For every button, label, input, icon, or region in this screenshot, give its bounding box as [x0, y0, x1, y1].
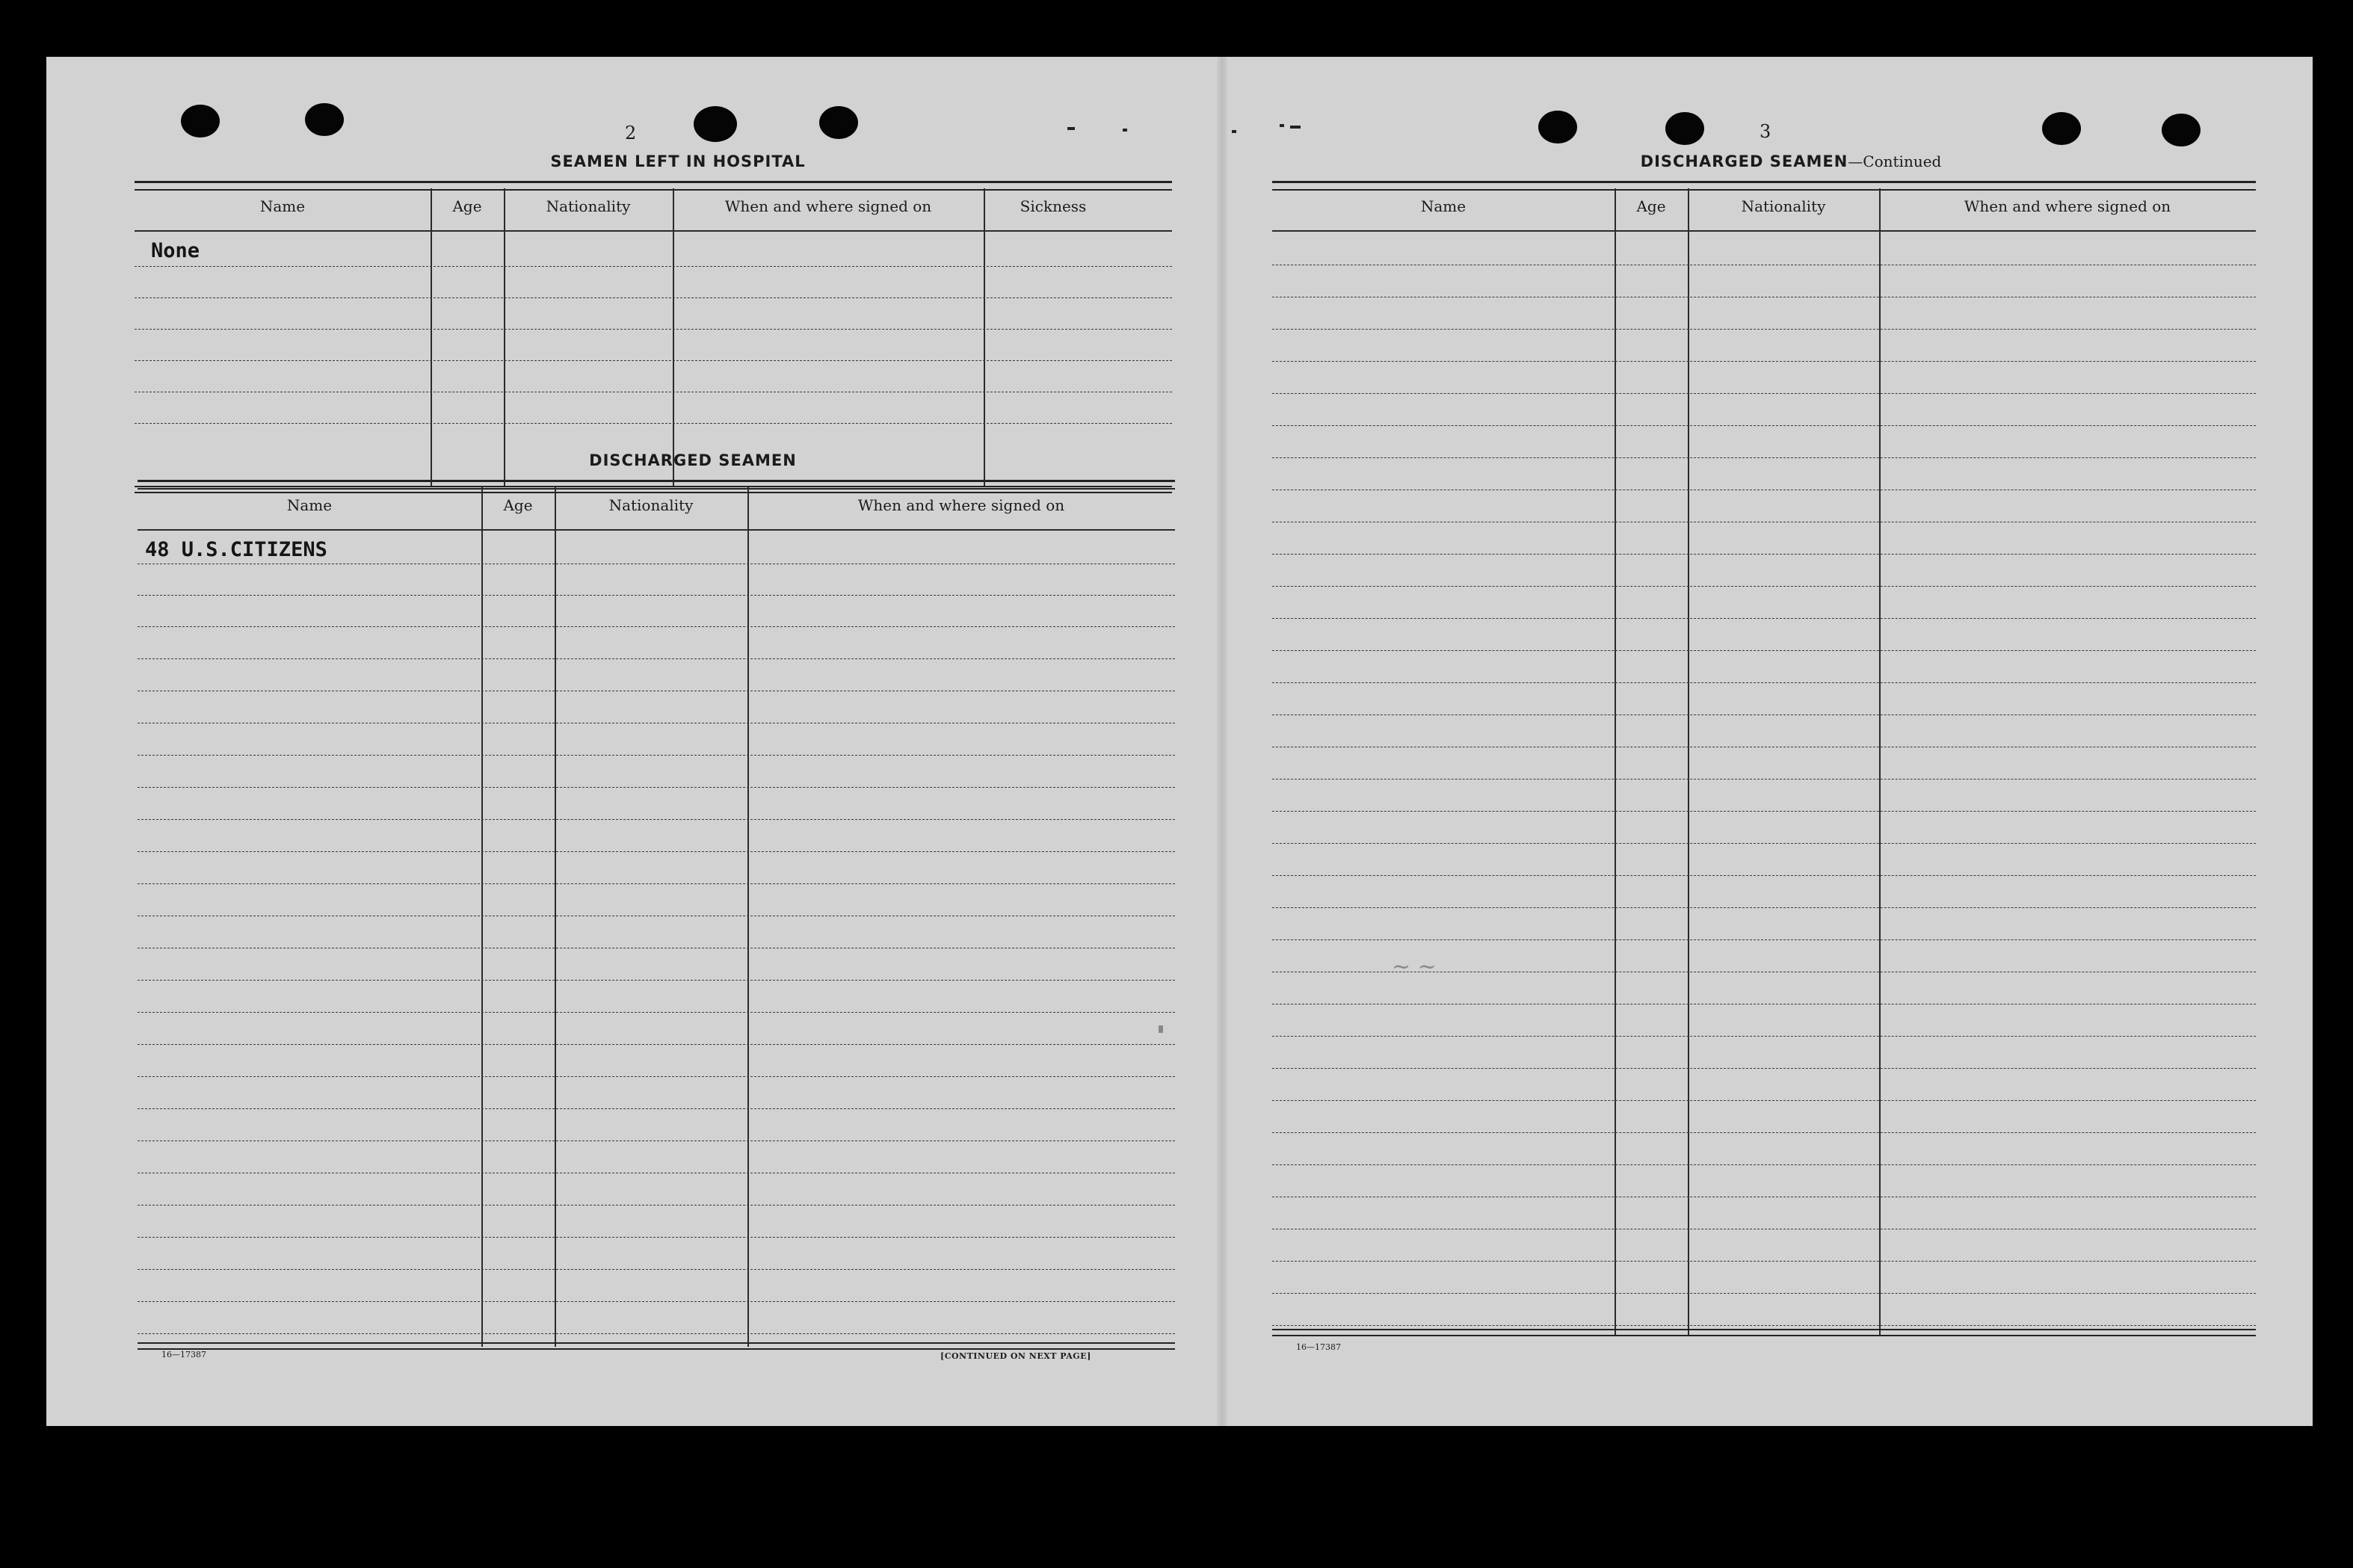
table-row — [1272, 490, 2256, 522]
punch-hole — [305, 103, 344, 136]
table-row — [138, 1076, 1175, 1109]
hospital-table-header — [135, 188, 1172, 232]
table-row — [135, 297, 1172, 330]
col-name: Name — [259, 197, 306, 215]
table-row — [138, 1140, 1175, 1173]
table-row — [1272, 875, 2256, 908]
discharged-entry: 48 U.S.CITIZENS — [145, 538, 327, 561]
col-nationality: Nationality — [1741, 197, 1826, 215]
continued-note: [CONTINUED ON NEXT PAGE] — [940, 1351, 1091, 1361]
col-signed-on: When and where signed on — [1964, 197, 2171, 215]
table-row — [138, 658, 1175, 691]
table-row — [1272, 522, 2256, 555]
table-row — [138, 1237, 1175, 1270]
table-row — [1272, 1100, 2256, 1133]
table-row — [1272, 586, 2256, 619]
table-row — [1272, 1132, 2256, 1165]
table-row — [138, 1173, 1175, 1206]
table-row — [138, 1108, 1175, 1141]
table-row — [135, 360, 1172, 392]
table-row — [1272, 297, 2256, 330]
table-row — [1272, 425, 2256, 458]
punch-hole — [2162, 114, 2201, 146]
right-table-bottom-rule — [1272, 1329, 2256, 1336]
punch-hole — [2042, 112, 2081, 145]
col-signed-on: When and where signed on — [857, 496, 1065, 514]
table-row — [138, 1269, 1175, 1302]
table-row — [138, 980, 1175, 1013]
punch-hole — [1665, 112, 1704, 145]
punch-hole — [694, 106, 737, 142]
table-row — [138, 723, 1175, 756]
faint-bleed-through-mark: ~ ~ — [1392, 954, 1437, 980]
table-row — [138, 819, 1175, 852]
table-row — [1272, 618, 2256, 651]
form-number-right: 16—17387 — [1296, 1342, 1341, 1352]
col-name: Name — [286, 496, 333, 514]
discharged-section-title: DISCHARGED SEAMEN — [589, 451, 797, 469]
table-row — [135, 329, 1172, 361]
table-row — [138, 1012, 1175, 1045]
punch-hole — [1538, 111, 1577, 143]
right-discharged-table — [1272, 188, 2256, 1336]
col-name: Name — [1420, 197, 1467, 215]
table-row — [135, 392, 1172, 424]
table-row — [1272, 1197, 2256, 1229]
table-row — [138, 1205, 1175, 1238]
col-nationality: Nationality — [546, 197, 631, 215]
ink-speck — [1290, 126, 1301, 129]
edge-mark — [1159, 1025, 1163, 1033]
table-row — [1272, 779, 2256, 812]
table-row — [1272, 682, 2256, 715]
table-row — [138, 564, 1175, 596]
document-sheet — [46, 57, 2313, 1426]
page-number-right: 3 — [1760, 121, 1771, 142]
table-row — [1272, 361, 2256, 394]
table-row — [138, 626, 1175, 659]
table-row — [138, 916, 1175, 948]
table-row — [138, 787, 1175, 820]
discharged-table — [138, 487, 1175, 1347]
table-row — [1272, 457, 2256, 490]
right-section-title — [1268, 152, 2314, 170]
discharged-table-bottom-rule — [138, 1342, 1175, 1350]
punch-hole — [819, 106, 858, 139]
col-nationality: Nationality — [608, 496, 694, 514]
col-age: Age — [452, 197, 482, 215]
form-number-left: 16—17387 — [161, 1350, 206, 1359]
col-age: Age — [503, 496, 533, 514]
table-row — [1272, 1229, 2256, 1262]
table-row — [138, 691, 1175, 723]
table-row — [138, 595, 1175, 627]
ink-speck — [1123, 129, 1127, 132]
table-row — [1272, 907, 2256, 940]
discharged-table-header — [138, 487, 1175, 531]
table-row — [1272, 329, 2256, 362]
table-row — [1272, 1004, 2256, 1037]
table-row — [138, 1301, 1175, 1334]
punch-hole — [181, 105, 220, 138]
table-row — [138, 755, 1175, 788]
table-row — [138, 883, 1175, 916]
table-row — [138, 851, 1175, 884]
table-row — [135, 232, 1172, 267]
table-row — [1272, 1036, 2256, 1069]
table-row — [1272, 554, 2256, 587]
table-row — [138, 1044, 1175, 1077]
table-row — [138, 948, 1175, 981]
table-row — [1272, 232, 2256, 265]
hospital-entry: None — [151, 239, 200, 262]
hospital-table — [135, 188, 1172, 487]
table-row — [1272, 1293, 2256, 1326]
table-row — [1272, 811, 2256, 844]
table-row — [1272, 1261, 2256, 1294]
table-row — [1272, 650, 2256, 683]
col-age: Age — [1636, 197, 1666, 215]
center-fold — [1217, 57, 1227, 1426]
right-section-title-continued: —Continued — [1848, 152, 1942, 170]
ink-speck — [1280, 124, 1284, 127]
table-row — [135, 266, 1172, 298]
table-row — [1272, 1164, 2256, 1197]
col-signed-on: When and where signed on — [724, 197, 932, 215]
right-table-header — [1272, 188, 2256, 232]
table-row — [1272, 265, 2256, 297]
right-section-title-main: DISCHARGED SEAMEN — [1640, 152, 1848, 170]
table-row — [1272, 714, 2256, 747]
page-number-left: 2 — [625, 123, 637, 143]
table-row — [1272, 747, 2256, 780]
table-row — [1272, 843, 2256, 876]
ink-speck — [1232, 130, 1236, 133]
table-row — [1272, 1068, 2256, 1101]
hospital-section-title: SEAMEN LEFT IN HOSPITAL — [550, 152, 806, 170]
table-row — [1272, 393, 2256, 426]
ink-speck — [1067, 127, 1075, 130]
col-sickness: Sickness — [1020, 197, 1087, 215]
